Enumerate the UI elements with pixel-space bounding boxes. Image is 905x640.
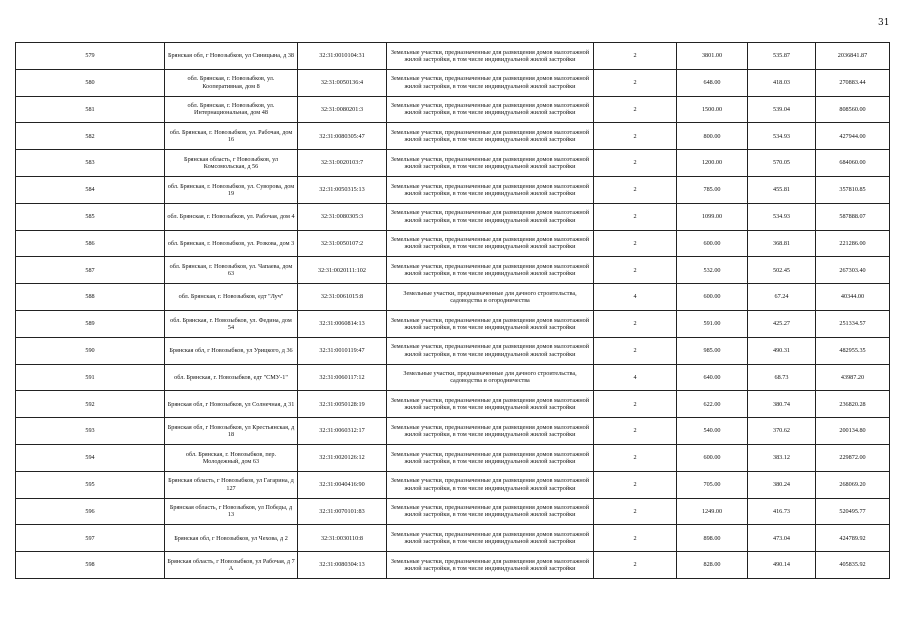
row-number: 588 (16, 284, 165, 311)
specific-value-cell: 473.04 (748, 525, 816, 552)
specific-value-cell: 570.05 (748, 150, 816, 177)
area-cell: 1099.00 (677, 203, 748, 230)
cadastral-number-cell: 32:31:0020111:102 (298, 257, 387, 284)
address-cell: Брянская обл, г Новозыбков, ул Крестьянская, д 18 (165, 418, 298, 445)
group-cell: 2 (594, 43, 677, 70)
group-cell: 2 (594, 203, 677, 230)
specific-value-cell: 370.62 (748, 418, 816, 445)
address-cell: обл. Брянская, г. Новозыбков, пер. Молодежный, дом 63 (165, 444, 298, 471)
row-number: 584 (16, 176, 165, 203)
cadastral-number-cell: 32:31:0050136:4 (298, 69, 387, 96)
table-row (16, 43, 890, 70)
address-cell: Брянская обл, г Новозыбков, ул Солнечная, д 31 (165, 391, 298, 418)
land-use-cell: Земельные участки, предназначенные для размещения домов малоэтажной жилой застройки, в том числе индивидуальной жилой застройки (387, 310, 594, 337)
group-cell: 2 (594, 471, 677, 498)
address-cell: обл. Брянская, г. Новозыбков, едт "СМУ-1" (165, 364, 298, 391)
area-cell: 540.00 (677, 418, 748, 445)
cadastral-number-cell: 32:31:0061015:8 (298, 284, 387, 311)
cadastral-value-cell: 221286.00 (816, 230, 890, 257)
cadastral-value-cell: 427944.00 (816, 123, 890, 150)
address-cell: Брянская область, г Новозыбков, ул Гагарина, д 127 (165, 471, 298, 498)
land-use-cell: Земельные участки, предназначенные для размещения домов малоэтажной жилой застройки, в том числе индивидуальной жилой застройки (387, 552, 594, 579)
group-cell: 2 (594, 176, 677, 203)
address-cell: обл. Брянская, г. Новозыбков, едт "Луч" (165, 284, 298, 311)
area-cell: 600.00 (677, 444, 748, 471)
cadastral-number-cell: 32:31:0020126:12 (298, 444, 387, 471)
group-cell: 2 (594, 257, 677, 284)
group-cell: 2 (594, 230, 677, 257)
row-number: 592 (16, 391, 165, 418)
table-row (16, 257, 890, 284)
row-number: 593 (16, 418, 165, 445)
table-row (16, 525, 890, 552)
cadastral-number-cell: 32:31:0060117:12 (298, 364, 387, 391)
table-row (16, 364, 890, 391)
table-row (16, 284, 890, 311)
land-use-cell: Земельные участки, предназначенные для размещения домов малоэтажной жилой застройки, в том числе индивидуальной жилой застройки (387, 123, 594, 150)
group-cell: 4 (594, 284, 677, 311)
specific-value-cell: 490.31 (748, 337, 816, 364)
area-cell: 705.00 (677, 471, 748, 498)
row-number: 585 (16, 203, 165, 230)
cadastral-number-cell: 32:31:0080304:13 (298, 552, 387, 579)
specific-value-cell: 502.45 (748, 257, 816, 284)
group-cell: 2 (594, 498, 677, 525)
table-row (16, 498, 890, 525)
address-cell: обл. Брянская, г. Новозыбков, ул. Розкова, дом 3 (165, 230, 298, 257)
land-use-cell: Земельные участки, предназначенные для размещения домов малоэтажной жилой застройки, в том числе индивидуальной жилой застройки (387, 418, 594, 445)
area-cell: 1249.00 (677, 498, 748, 525)
cadastral-value-cell: 270883.44 (816, 69, 890, 96)
table-row (16, 418, 890, 445)
group-cell: 4 (594, 364, 677, 391)
table-row (16, 96, 890, 123)
cadastral-value-cell: 236820.28 (816, 391, 890, 418)
cadastral-value-cell: 405835.92 (816, 552, 890, 579)
land-use-cell: Земельные участки, предназначенные для размещения домов малоэтажной жилой застройки, в том числе индивидуальной жилой застройки (387, 176, 594, 203)
group-cell: 2 (594, 337, 677, 364)
group-cell: 2 (594, 150, 677, 177)
cadastral-number-cell: 32:31:0080201:3 (298, 96, 387, 123)
land-use-cell: Земельные участки, предназначенные для размещения домов малоэтажной жилой застройки, в том числе индивидуальной жилой застройки (387, 471, 594, 498)
group-cell: 2 (594, 391, 677, 418)
table-row (16, 176, 890, 203)
cadastral-number-cell: 32:31:0010104:31 (298, 43, 387, 70)
specific-value-cell: 380.24 (748, 471, 816, 498)
group-cell: 2 (594, 418, 677, 445)
cadastral-number-cell: 32:31:0060814:13 (298, 310, 387, 337)
area-cell: 985.00 (677, 337, 748, 364)
area-cell: 640.00 (677, 364, 748, 391)
land-use-cell: Земельные участки, предназначенные для размещения домов малоэтажной жилой застройки, в том числе индивидуальной жилой застройки (387, 337, 594, 364)
land-use-cell: Земельные участки, предназначенные для размещения домов малоэтажной жилой застройки, в том числе индивидуальной жилой застройки (387, 43, 594, 70)
specific-value-cell: 68.73 (748, 364, 816, 391)
land-use-cell: Земельные участки, предназначенные для размещения домов малоэтажной жилой застройки, в том числе индивидуальной жилой застройки (387, 230, 594, 257)
row-number: 579 (16, 43, 165, 70)
cadastral-value-cell: 251334.57 (816, 310, 890, 337)
row-number: 595 (16, 471, 165, 498)
specific-value-cell: 416.73 (748, 498, 816, 525)
row-number: 581 (16, 96, 165, 123)
specific-value-cell: 535.87 (748, 43, 816, 70)
cadastral-value-cell: 520495.77 (816, 498, 890, 525)
area-cell: 591.00 (677, 310, 748, 337)
cadastral-number-cell: 32:31:0050128:19 (298, 391, 387, 418)
land-use-cell: Земельные участки, предназначенные для размещения домов малоэтажной жилой застройки, в том числе индивидуальной жилой застройки (387, 444, 594, 471)
cadastral-value-cell: 267303.40 (816, 257, 890, 284)
specific-value-cell: 455.81 (748, 176, 816, 203)
address-cell: обл. Брянская, г. Новозыбков, ул. Суворова, дом 19 (165, 176, 298, 203)
table-row (16, 444, 890, 471)
specific-value-cell: 534.93 (748, 203, 816, 230)
cadastral-value-cell: 587888.07 (816, 203, 890, 230)
specific-value-cell: 67.24 (748, 284, 816, 311)
cadastral-number-cell: 32:31:0050107:2 (298, 230, 387, 257)
land-use-cell: Земельные участки, предназначенные для дачного строительства, садоводства и огородничества (387, 284, 594, 311)
land-use-cell: Земельные участки, предназначенные для размещения домов малоэтажной жилой застройки, в том числе индивидуальной жилой застройки (387, 257, 594, 284)
area-cell: 622.00 (677, 391, 748, 418)
group-cell: 2 (594, 444, 677, 471)
cadastral-number-cell: 32:31:0030110:8 (298, 525, 387, 552)
row-number: 597 (16, 525, 165, 552)
address-cell: Брянская обл, г Новозыбков, ул Урицкого, д 36 (165, 337, 298, 364)
cadastral-number-cell: 32:31:0050315:13 (298, 176, 387, 203)
specific-value-cell: 380.74 (748, 391, 816, 418)
address-cell: Брянская область, г Новозыбков, ул Рабочая, д 7 А (165, 552, 298, 579)
specific-value-cell: 368.81 (748, 230, 816, 257)
cadastral-number-cell: 32:31:0070101:83 (298, 498, 387, 525)
cadastral-value-cell: 40344.00 (816, 284, 890, 311)
table-row (16, 552, 890, 579)
table-row (16, 150, 890, 177)
table-row (16, 337, 890, 364)
cadastral-value-cell: 357810.85 (816, 176, 890, 203)
area-cell: 800.00 (677, 123, 748, 150)
group-cell: 2 (594, 96, 677, 123)
land-use-cell: Земельные участки, предназначенные для размещения домов малоэтажной жилой застройки, в том числе индивидуальной жилой застройки (387, 69, 594, 96)
area-cell: 828.00 (677, 552, 748, 579)
row-number: 587 (16, 257, 165, 284)
cadastral-value-cell: 43987.20 (816, 364, 890, 391)
group-cell: 2 (594, 69, 677, 96)
area-cell: 785.00 (677, 176, 748, 203)
cadastral-number-cell: 32:31:0010119:47 (298, 337, 387, 364)
row-number: 598 (16, 552, 165, 579)
land-use-cell: Земельные участки, предназначенные для размещения домов малоэтажной жилой застройки, в том числе индивидуальной жилой застройки (387, 203, 594, 230)
cadastral-value-cell: 482955.35 (816, 337, 890, 364)
area-cell: 600.00 (677, 284, 748, 311)
table-row (16, 310, 890, 337)
land-use-cell: Земельные участки, предназначенные для дачного строительства, садоводства и огородничества (387, 364, 594, 391)
group-cell: 2 (594, 552, 677, 579)
cadastral-value-table (15, 42, 890, 579)
cadastral-number-cell: 32:31:0020103:7 (298, 150, 387, 177)
row-number: 586 (16, 230, 165, 257)
page-number: 31 (878, 18, 890, 28)
table-row (16, 203, 890, 230)
cadastral-number-cell: 32:31:0080305:47 (298, 123, 387, 150)
address-cell: обл. Брянская, г. Новозыбков, ул. Чапаева, дом 63 (165, 257, 298, 284)
address-cell: обл. Брянская, г. Новозыбков, ул. Кооперативная, дом 8 (165, 69, 298, 96)
row-number: 591 (16, 364, 165, 391)
address-cell: обл. Брянская, г. Новозыбков, ул. Рабочая, дом 16 (165, 123, 298, 150)
area-cell: 600.00 (677, 230, 748, 257)
address-cell: обл. Брянская, г. Новозыбков, ул. Рабочая, дом 4 (165, 203, 298, 230)
land-use-cell: Земельные участки, предназначенные для размещения домов малоэтажной жилой застройки, в том числе индивидуальной жилой застройки (387, 96, 594, 123)
land-use-cell: Земельные участки, предназначенные для размещения домов малоэтажной жилой застройки, в том числе индивидуальной жилой застройки (387, 498, 594, 525)
row-number: 589 (16, 310, 165, 337)
address-cell: Брянская обл, г Новозыбков, ул Чехова, д 2 (165, 525, 298, 552)
table-row (16, 69, 890, 96)
address-cell: обл. Брянская, г. Новозыбков, ул. Федина, дом 54 (165, 310, 298, 337)
specific-value-cell: 425.27 (748, 310, 816, 337)
specific-value-cell: 383.12 (748, 444, 816, 471)
area-cell: 898.00 (677, 525, 748, 552)
address-cell: обл. Брянская, г. Новозыбков, ул. Интернациональная, дом 48 (165, 96, 298, 123)
row-number: 590 (16, 337, 165, 364)
address-cell: Брянская обл, г Новозыбков, ул Синицына, д 38 (165, 43, 298, 70)
area-cell: 648.00 (677, 69, 748, 96)
cadastral-value-cell: 2036841.87 (816, 43, 890, 70)
row-number: 594 (16, 444, 165, 471)
group-cell: 2 (594, 310, 677, 337)
address-cell: Брянская область, г Новозыбков, ул Победы, д 13 (165, 498, 298, 525)
area-cell: 1500.00 (677, 96, 748, 123)
row-number: 580 (16, 69, 165, 96)
area-cell: 532.00 (677, 257, 748, 284)
address-cell: Брянская область, г Новозыбков, ул Комсомольская, д 56 (165, 150, 298, 177)
specific-value-cell: 539.04 (748, 96, 816, 123)
row-number: 582 (16, 123, 165, 150)
table-row (16, 123, 890, 150)
table-row (16, 471, 890, 498)
cadastral-value-cell: 684060.00 (816, 150, 890, 177)
group-cell: 2 (594, 123, 677, 150)
specific-value-cell: 418.03 (748, 69, 816, 96)
cadastral-value-cell: 424789.92 (816, 525, 890, 552)
group-cell: 2 (594, 525, 677, 552)
specific-value-cell: 534.93 (748, 123, 816, 150)
area-cell: 1200.00 (677, 150, 748, 177)
table-row (16, 230, 890, 257)
area-cell: 3801.00 (677, 43, 748, 70)
land-use-cell: Земельные участки, предназначенные для размещения домов малоэтажной жилой застройки, в том числе индивидуальной жилой застройки (387, 525, 594, 552)
cadastral-value-cell: 229872.00 (816, 444, 890, 471)
cadastral-value-cell: 268069.20 (816, 471, 890, 498)
table-row (16, 391, 890, 418)
cadastral-number-cell: 32:31:0060312:17 (298, 418, 387, 445)
cadastral-value-cell: 200134.80 (816, 418, 890, 445)
land-use-cell: Земельные участки, предназначенные для размещения домов малоэтажной жилой застройки, в том числе индивидуальной жилой застройки (387, 150, 594, 177)
land-use-cell: Земельные участки, предназначенные для размещения домов малоэтажной жилой застройки, в том числе индивидуальной жилой застройки (387, 391, 594, 418)
cadastral-number-cell: 32:31:0040416:90 (298, 471, 387, 498)
row-number: 583 (16, 150, 165, 177)
cadastral-value-cell: 808560.00 (816, 96, 890, 123)
row-number: 596 (16, 498, 165, 525)
specific-value-cell: 490.14 (748, 552, 816, 579)
cadastral-number-cell: 32:31:0080305:3 (298, 203, 387, 230)
